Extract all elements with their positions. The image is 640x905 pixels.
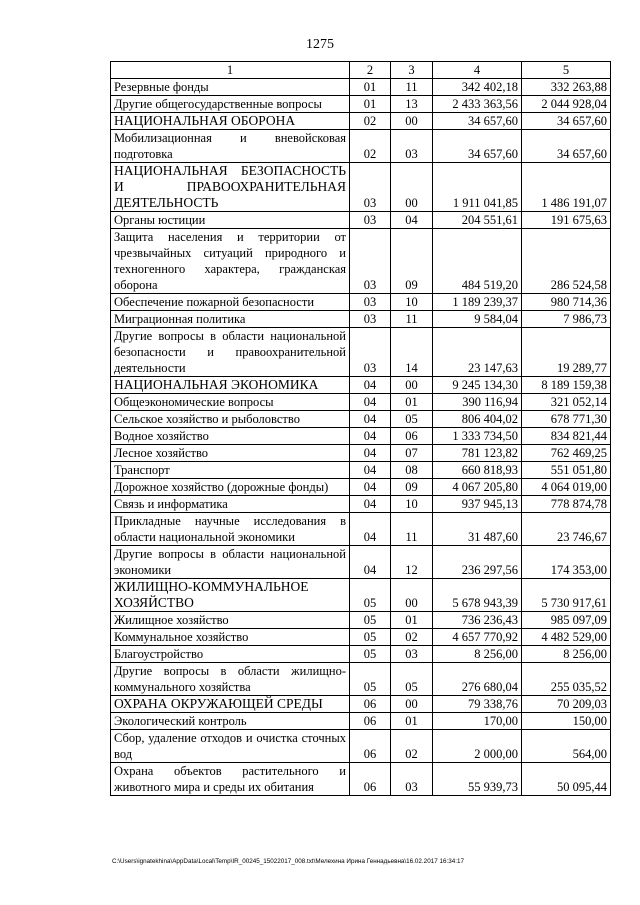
row-amount-actual: 286 524,58 bbox=[522, 229, 611, 294]
table-row bbox=[111, 294, 611, 311]
row-name: Водное хозяйство bbox=[111, 428, 350, 445]
row-name: Миграционная политика bbox=[111, 311, 350, 328]
table-row bbox=[111, 445, 611, 462]
row-amount-plan: 170,00 bbox=[433, 713, 522, 730]
row-amount-plan: 204 551,61 bbox=[433, 212, 522, 229]
row-amount-actual: 8 256,00 bbox=[522, 646, 611, 663]
row-section-code: 05 bbox=[350, 646, 391, 663]
table-row bbox=[111, 394, 611, 411]
row-name: Дорожное хозяйство (дорожные фонды) bbox=[111, 479, 350, 496]
row-name: Жилищное хозяйство bbox=[111, 612, 350, 629]
row-subsection-code: 03 bbox=[391, 646, 433, 663]
row-subsection-code: 08 bbox=[391, 462, 433, 479]
row-section-code: 01 bbox=[350, 79, 391, 96]
row-name: Экологический контроль bbox=[111, 713, 350, 730]
row-subsection-code: 03 bbox=[391, 130, 433, 163]
row-section-code: 02 bbox=[350, 130, 391, 163]
row-section-code: 04 bbox=[350, 428, 391, 445]
row-amount-actual: 255 035,52 bbox=[522, 663, 611, 696]
row-amount-actual: 2 044 928,04 bbox=[522, 96, 611, 113]
row-subsection-code: 01 bbox=[391, 612, 433, 629]
file-path-footer: C:\Users\ignatekhina\AppData\Local\Temp\IR_00245_15022017_008.txt\Мелехина Ирина Геннадьевна\16.02.2017 16:34:17 bbox=[112, 858, 464, 865]
table-row bbox=[111, 496, 611, 513]
row-amount-actual: 19 289,77 bbox=[522, 328, 611, 377]
row-section-code: 04 bbox=[350, 479, 391, 496]
table-row bbox=[111, 113, 611, 130]
row-name: ЖИЛИЩНО-КОММУНАЛЬНОЕ ХОЗЯЙСТВО bbox=[111, 579, 350, 612]
table-row bbox=[111, 579, 611, 612]
row-section-code: 06 bbox=[350, 763, 391, 796]
row-name: НАЦИОНАЛЬНАЯ ЭКОНОМИКА bbox=[111, 377, 350, 394]
row-amount-plan: 55 939,73 bbox=[433, 763, 522, 796]
row-section-code: 03 bbox=[350, 229, 391, 294]
header-col-5: 5 bbox=[522, 62, 611, 79]
row-amount-plan: 23 147,63 bbox=[433, 328, 522, 377]
row-subsection-code: 00 bbox=[391, 579, 433, 612]
row-amount-actual: 7 986,73 bbox=[522, 311, 611, 328]
row-subsection-code: 11 bbox=[391, 311, 433, 328]
row-name: Другие вопросы в области жилищно-коммунального хозяйства bbox=[111, 663, 350, 696]
row-section-code: 04 bbox=[350, 394, 391, 411]
row-amount-actual: 551 051,80 bbox=[522, 462, 611, 479]
row-section-code: 05 bbox=[350, 612, 391, 629]
row-name: Защита населения и территории от чрезвычайных ситуаций природного и техногенного характера, гражданская оборона bbox=[111, 229, 350, 294]
row-amount-actual: 8 189 159,38 bbox=[522, 377, 611, 394]
row-name: Общеэкономические вопросы bbox=[111, 394, 350, 411]
row-name: Другие общегосударственные вопросы bbox=[111, 96, 350, 113]
table-row bbox=[111, 411, 611, 428]
row-name: Резервные фонды bbox=[111, 79, 350, 96]
header-col-1: 1 bbox=[111, 62, 350, 79]
row-name: Сельское хозяйство и рыболовство bbox=[111, 411, 350, 428]
row-name: Благоустройство bbox=[111, 646, 350, 663]
row-amount-plan: 79 338,76 bbox=[433, 696, 522, 713]
table-header-row bbox=[111, 62, 611, 79]
row-name: Транспорт bbox=[111, 462, 350, 479]
row-name: Прикладные научные исследования в области национальной экономики bbox=[111, 513, 350, 546]
row-amount-plan: 781 123,82 bbox=[433, 445, 522, 462]
header-col-4: 4 bbox=[433, 62, 522, 79]
row-subsection-code: 00 bbox=[391, 696, 433, 713]
row-section-code: 04 bbox=[350, 546, 391, 579]
row-subsection-code: 11 bbox=[391, 79, 433, 96]
row-amount-plan: 1 911 041,85 bbox=[433, 163, 522, 212]
row-name: Сбор, удаление отходов и очистка сточных вод bbox=[111, 730, 350, 763]
table-row bbox=[111, 629, 611, 646]
row-amount-plan: 9 245 134,30 bbox=[433, 377, 522, 394]
row-section-code: 04 bbox=[350, 513, 391, 546]
row-amount-plan: 5 678 943,39 bbox=[433, 579, 522, 612]
page-number: 1275 bbox=[306, 37, 334, 52]
row-amount-actual: 762 469,25 bbox=[522, 445, 611, 462]
row-amount-plan: 31 487,60 bbox=[433, 513, 522, 546]
row-subsection-code: 11 bbox=[391, 513, 433, 546]
budget-table bbox=[110, 61, 611, 796]
row-subsection-code: 09 bbox=[391, 229, 433, 294]
row-subsection-code: 03 bbox=[391, 763, 433, 796]
row-amount-actual: 332 263,88 bbox=[522, 79, 611, 96]
row-section-code: 03 bbox=[350, 163, 391, 212]
row-amount-plan: 1 333 734,50 bbox=[433, 428, 522, 445]
table-row bbox=[111, 663, 611, 696]
row-amount-actual: 34 657,60 bbox=[522, 130, 611, 163]
row-subsection-code: 00 bbox=[391, 113, 433, 130]
row-section-code: 01 bbox=[350, 96, 391, 113]
row-section-code: 02 bbox=[350, 113, 391, 130]
row-amount-actual: 34 657,60 bbox=[522, 113, 611, 130]
table-row bbox=[111, 696, 611, 713]
row-section-code: 04 bbox=[350, 462, 391, 479]
row-amount-actual: 564,00 bbox=[522, 730, 611, 763]
row-amount-actual: 4 064 019,00 bbox=[522, 479, 611, 496]
row-section-code: 04 bbox=[350, 411, 391, 428]
row-amount-plan: 806 404,02 bbox=[433, 411, 522, 428]
table-row bbox=[111, 462, 611, 479]
table-row bbox=[111, 763, 611, 796]
row-name: Обеспечение пожарной безопасности bbox=[111, 294, 350, 311]
row-amount-plan: 484 519,20 bbox=[433, 229, 522, 294]
table-row bbox=[111, 328, 611, 377]
row-subsection-code: 01 bbox=[391, 713, 433, 730]
table-row bbox=[111, 311, 611, 328]
row-section-code: 03 bbox=[350, 212, 391, 229]
row-subsection-code: 02 bbox=[391, 730, 433, 763]
row-name: Другие вопросы в области национальной безопасности и правоохранительной деятельности bbox=[111, 328, 350, 377]
table-row bbox=[111, 212, 611, 229]
row-subsection-code: 01 bbox=[391, 394, 433, 411]
row-amount-actual: 4 482 529,00 bbox=[522, 629, 611, 646]
row-subsection-code: 09 bbox=[391, 479, 433, 496]
row-subsection-code: 00 bbox=[391, 163, 433, 212]
row-amount-plan: 236 297,56 bbox=[433, 546, 522, 579]
table-row bbox=[111, 79, 611, 96]
row-subsection-code: 06 bbox=[391, 428, 433, 445]
row-amount-actual: 834 821,44 bbox=[522, 428, 611, 445]
row-amount-plan: 390 116,94 bbox=[433, 394, 522, 411]
row-name: Мобилизационная и вневойсковая подготовка bbox=[111, 130, 350, 163]
row-amount-plan: 2 000,00 bbox=[433, 730, 522, 763]
table-row bbox=[111, 646, 611, 663]
row-amount-plan: 4 067 205,80 bbox=[433, 479, 522, 496]
row-section-code: 05 bbox=[350, 663, 391, 696]
row-name: Связь и информатика bbox=[111, 496, 350, 513]
row-name: Охрана объектов растительного и животного мира и среды их обитания bbox=[111, 763, 350, 796]
header-col-3: 3 bbox=[391, 62, 433, 79]
row-name: Другие вопросы в области национальной экономики bbox=[111, 546, 350, 579]
table-row bbox=[111, 546, 611, 579]
row-name: ОХРАНА ОКРУЖАЮЩЕЙ СРЕДЫ bbox=[111, 696, 350, 713]
row-amount-actual: 174 353,00 bbox=[522, 546, 611, 579]
row-amount-actual: 50 095,44 bbox=[522, 763, 611, 796]
row-subsection-code: 02 bbox=[391, 629, 433, 646]
table-row bbox=[111, 163, 611, 212]
row-section-code: 03 bbox=[350, 294, 391, 311]
row-amount-actual: 985 097,09 bbox=[522, 612, 611, 629]
row-subsection-code: 04 bbox=[391, 212, 433, 229]
table-row bbox=[111, 612, 611, 629]
row-section-code: 04 bbox=[350, 496, 391, 513]
row-subsection-code: 14 bbox=[391, 328, 433, 377]
header-col-2: 2 bbox=[350, 62, 391, 79]
row-subsection-code: 00 bbox=[391, 377, 433, 394]
row-subsection-code: 05 bbox=[391, 663, 433, 696]
row-amount-plan: 8 256,00 bbox=[433, 646, 522, 663]
row-amount-actual: 150,00 bbox=[522, 713, 611, 730]
row-amount-plan: 9 584,04 bbox=[433, 311, 522, 328]
row-section-code: 06 bbox=[350, 730, 391, 763]
table-row bbox=[111, 479, 611, 496]
row-subsection-code: 12 bbox=[391, 546, 433, 579]
row-section-code: 03 bbox=[350, 328, 391, 377]
row-amount-plan: 276 680,04 bbox=[433, 663, 522, 696]
row-section-code: 04 bbox=[350, 445, 391, 462]
table-row bbox=[111, 96, 611, 113]
row-amount-plan: 660 818,93 bbox=[433, 462, 522, 479]
row-name: НАЦИОНАЛЬНАЯ БЕЗОПАСНОСТЬ И ПРАВООХРАНИТЕЛЬНАЯ ДЕЯТЕЛЬНОСТЬ bbox=[111, 163, 350, 212]
row-amount-actual: 23 746,67 bbox=[522, 513, 611, 546]
row-section-code: 05 bbox=[350, 629, 391, 646]
row-amount-actual: 5 730 917,61 bbox=[522, 579, 611, 612]
row-subsection-code: 05 bbox=[391, 411, 433, 428]
row-name: Лесное хозяйство bbox=[111, 445, 350, 462]
row-amount-actual: 1 486 191,07 bbox=[522, 163, 611, 212]
table-row bbox=[111, 130, 611, 163]
table-row bbox=[111, 428, 611, 445]
row-amount-actual: 678 771,30 bbox=[522, 411, 611, 428]
row-name: Коммунальное хозяйство bbox=[111, 629, 350, 646]
row-amount-actual: 70 209,03 bbox=[522, 696, 611, 713]
row-section-code: 06 bbox=[350, 713, 391, 730]
row-subsection-code: 07 bbox=[391, 445, 433, 462]
row-section-code: 06 bbox=[350, 696, 391, 713]
row-amount-plan: 342 402,18 bbox=[433, 79, 522, 96]
row-section-code: 05 bbox=[350, 579, 391, 612]
table-row bbox=[111, 229, 611, 294]
row-amount-plan: 2 433 363,56 bbox=[433, 96, 522, 113]
row-subsection-code: 10 bbox=[391, 294, 433, 311]
row-amount-plan: 4 657 770,92 bbox=[433, 629, 522, 646]
row-name: НАЦИОНАЛЬНАЯ ОБОРОНА bbox=[111, 113, 350, 130]
table-row bbox=[111, 377, 611, 394]
table-row bbox=[111, 713, 611, 730]
row-amount-actual: 778 874,78 bbox=[522, 496, 611, 513]
row-amount-plan: 34 657,60 bbox=[433, 130, 522, 163]
row-subsection-code: 13 bbox=[391, 96, 433, 113]
row-subsection-code: 10 bbox=[391, 496, 433, 513]
row-amount-plan: 1 189 239,37 bbox=[433, 294, 522, 311]
row-amount-actual: 191 675,63 bbox=[522, 212, 611, 229]
row-amount-actual: 321 052,14 bbox=[522, 394, 611, 411]
row-amount-actual: 980 714,36 bbox=[522, 294, 611, 311]
row-section-code: 04 bbox=[350, 377, 391, 394]
row-amount-plan: 736 236,43 bbox=[433, 612, 522, 629]
row-section-code: 03 bbox=[350, 311, 391, 328]
table-row bbox=[111, 730, 611, 763]
row-amount-plan: 937 945,13 bbox=[433, 496, 522, 513]
table-row bbox=[111, 513, 611, 546]
row-name: Органы юстиции bbox=[111, 212, 350, 229]
row-amount-plan: 34 657,60 bbox=[433, 113, 522, 130]
